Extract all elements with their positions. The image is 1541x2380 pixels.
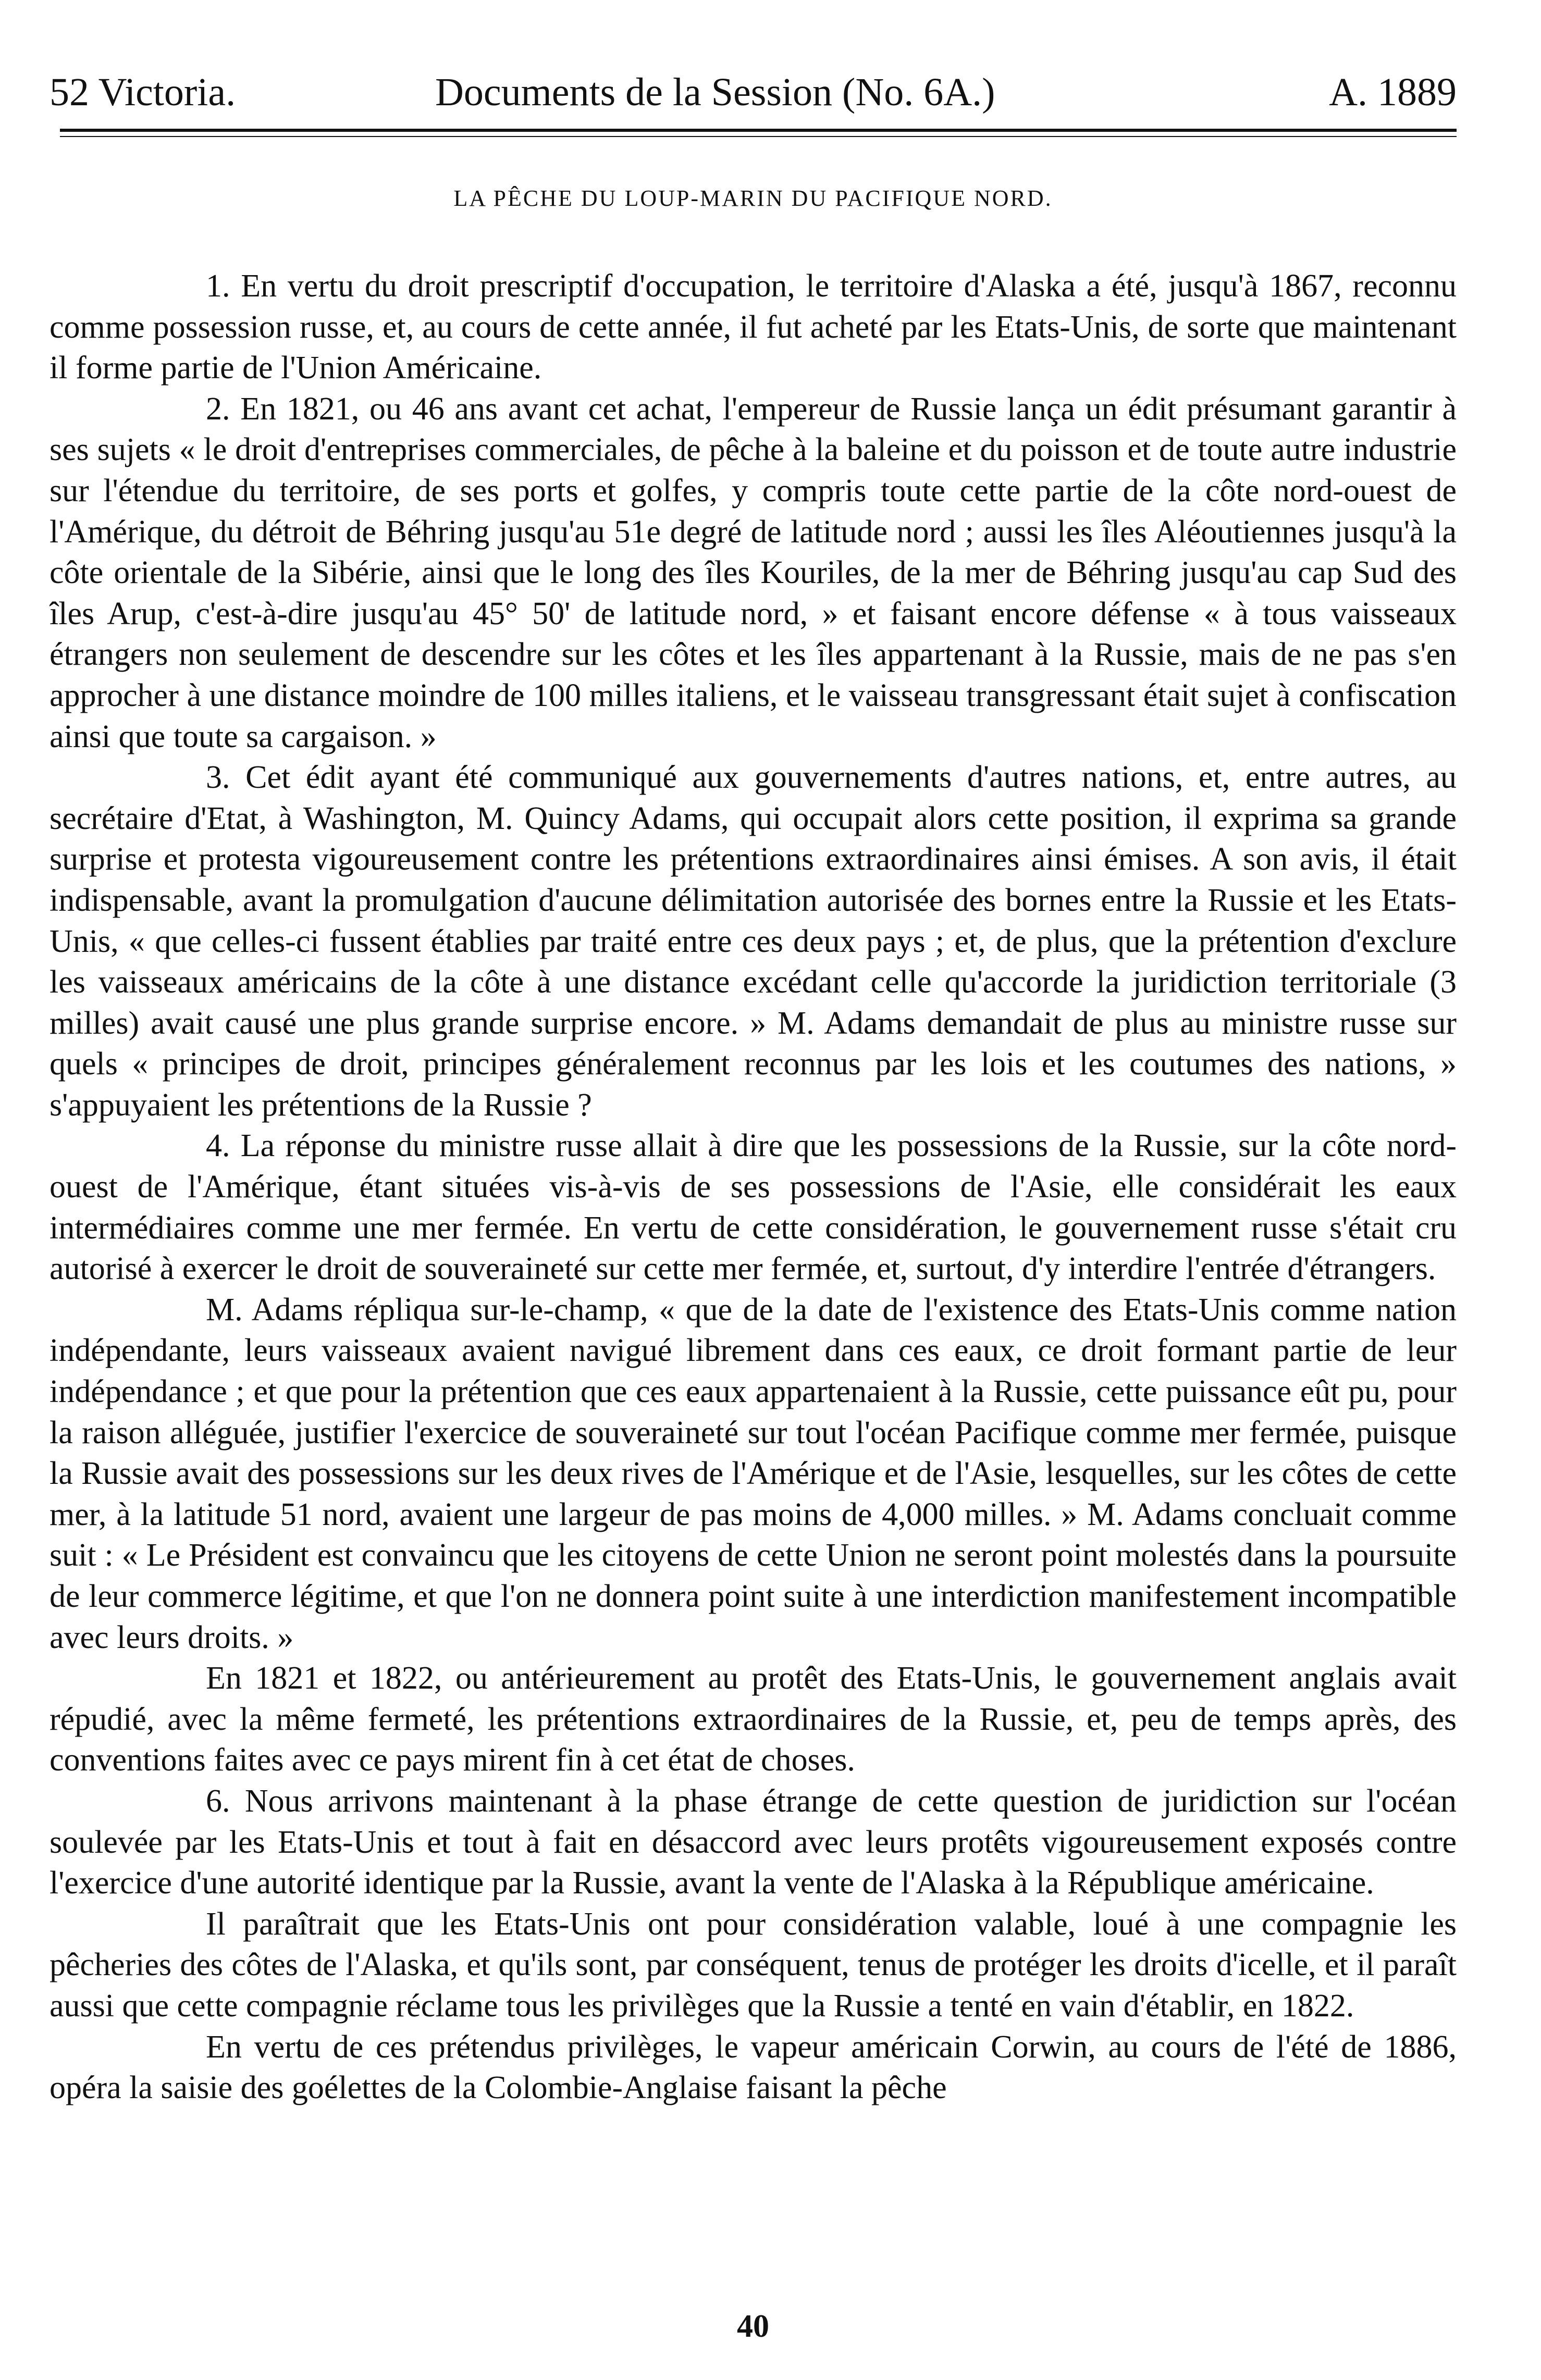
paragraph-6-corwin: En vertu de ces prétendus privilèges, le vapeur américain Corwin, au cours de l'été de 1886, opéra la saisie des goélettes de la Colombie-Anglaise faisant la pêche bbox=[50, 2029, 1457, 2106]
paragraph-3: 3. Cet édit ayant été communiqué aux gouvernements d'autres nations, et, entre autres, au secrétaire d'Etat, à Washington, M. Quincy Adams, qui occupait alors cette position, il exprima sa grande surprise et protesta vigoureusement contre les prétentions extraordinaires ainsi émises. A son avis, il était indispensable, avant la promulgation d'aucune délimitation autorisée des bornes entre la Russie et les Etats-Unis, « que celles-ci fussent établies par traité entre ces deux pays ; et, de plus, que la prétention d'exclure les vaisseaux américains de la côte à une distance excédant celle qu'accorde la juridiction territoriale (3 milles) avait causé une plus grande surprise encore. » M. Adams demandait de plus au ministre russe sur quels « principes de droit, principes généralement reconnus par les lois et les coutumes des nations, » s'appuyaient les prétentions de la Russie ? bbox=[50, 760, 1457, 1123]
paragraph-5: En 1821 et 1822, ou antérieurement au protêt des Etats-Unis, le gouvernement anglais avait répudié, avec la même fermeté, les prétentions extraordinaires de la Russie, et, peu de temps après, des conventions faites avec ce pays mirent fin à cet état de choses. bbox=[50, 1660, 1457, 1778]
paragraph-6-company: Il paraîtrait que les Etats-Unis ont pour considération valable, loué à une compagnie les pêcheries des côtes de l'Alaska, et qu'ils sont, par conséquent, tenus de protéger les droits d'icelle, et il paraît aussi que cette compagnie réclame tous les privilèges que la Russie a tenté en vain d'établir, en 1822. bbox=[50, 1906, 1457, 2024]
running-head bbox=[50, 66, 1457, 118]
paragraph-2: 2. En 1821, ou 46 ans avant cet achat, l'empereur de Russie lança un édit présumant garantir à ses sujets « le droit d'entreprises commerciales, de pêche à la baleine et du poisson et de toute autre industrie sur l'étendue du territoire, de ses ports et golfes, y compris toute cette partie de la côte nord-ouest de l'Amérique, du détroit de Béhring jusqu'au 51e degré de latitude nord ; aussi les îles Aléoutiennes jusqu'à la côte orientale de la Sibérie, ainsi que le long des îles Kouriles, de la mer de Béhring jusqu'au cap Sud des îles Arup, c'est-à-dire jusqu'au 45° 50' de latitude nord, » et faisant encore défense « à tous vaisseaux étrangers non seulement de descendre sur les côtes et les îles appartenant à la Russie, mais de ne pas s'en approcher à une distance moindre de 100 milles italiens, et le vaisseau transgressant était sujet à confiscation ainsi que toute sa cargaison. » bbox=[50, 391, 1457, 754]
header-rule-thick bbox=[60, 129, 1457, 132]
document-page bbox=[50, 29, 1457, 2352]
page-number: 40 bbox=[737, 2309, 769, 2344]
paragraph-4-adams-reply: M. Adams répliqua sur-le-champ, « que de la date de l'existence des Etats-Unis comme nation indépendante, leurs vaisseaux avaient navigué librement dans ces eaux, ce droit formant partie de leur indépendance ; et que pour la prétention que ces eaux appartenaient à la Russie, cette puissance eût pu, pour la raison alléguée, justifier l'exercice de souveraineté sur tout l'océan Pacifique comme mer fermée, puisque la Russie avait des possessions sur les deux rives de l'Amérique et de l'Asie, lesquelles, sur les côtes de cette mer, à la latitude 51 nord, avaient une largeur de pas moins de 4,000 milles. » M. Adams concluait comme suit : « Le Président est convaincu que les citoyens de cette Union ne seront point molestés dans la poursuite de leur commerce légitime, et que l'on ne donnera point suite à une interdiction manifestement incompatible avec leurs droits. » bbox=[50, 1292, 1457, 1655]
document-body bbox=[50, 266, 1457, 2183]
header-session-docs: Documents de la Session (No. 6A.) bbox=[435, 70, 995, 114]
paragraph-1: 1. En vertu du droit prescriptif d'occupation, le territoire d'Alaska a été, jusqu'à 1867, reconnu comme possession russe, et, au cours de cette année, il fut acheté par les Etats-Unis, de sorte que maintenant il forme partie de l'Union Américaine. bbox=[50, 268, 1457, 386]
paragraph-6: 6. Nous arrivons maintenant à la phase étrange de cette question de juridiction sur l'océan soulevée par les Etats-Unis et tout à fait en désaccord avec leurs protêts vigoureusement exposés contre l'exercice d'une autorité identique par la Russie, avant la vente de l'Alaska à la République américaine. bbox=[50, 1783, 1457, 1901]
header-year: A. 1889 bbox=[1329, 70, 1457, 114]
header-regnal-year: 52 Victoria. bbox=[50, 70, 236, 114]
header-rule-thin bbox=[60, 136, 1457, 137]
section-title: LA PÊCHE DU LOUP-MARIN DU PACIFIQUE NORD. bbox=[453, 185, 1053, 211]
paragraph-4: 4. La réponse du ministre russe allait à dire que les possessions de la Russie, sur la côte nord-ouest de l'Amérique, étant situées vis-à-vis de ses possessions de l'Asie, elle considérait les eaux intermédiaires comme une mer fermée. En vertu de cette considération, le gouvernement russe s'était cru autorisé à exercer le droit de souveraineté sur cette mer fermée, et, surtout, d'y interdire l'entrée d'étrangers. bbox=[50, 1128, 1457, 1287]
